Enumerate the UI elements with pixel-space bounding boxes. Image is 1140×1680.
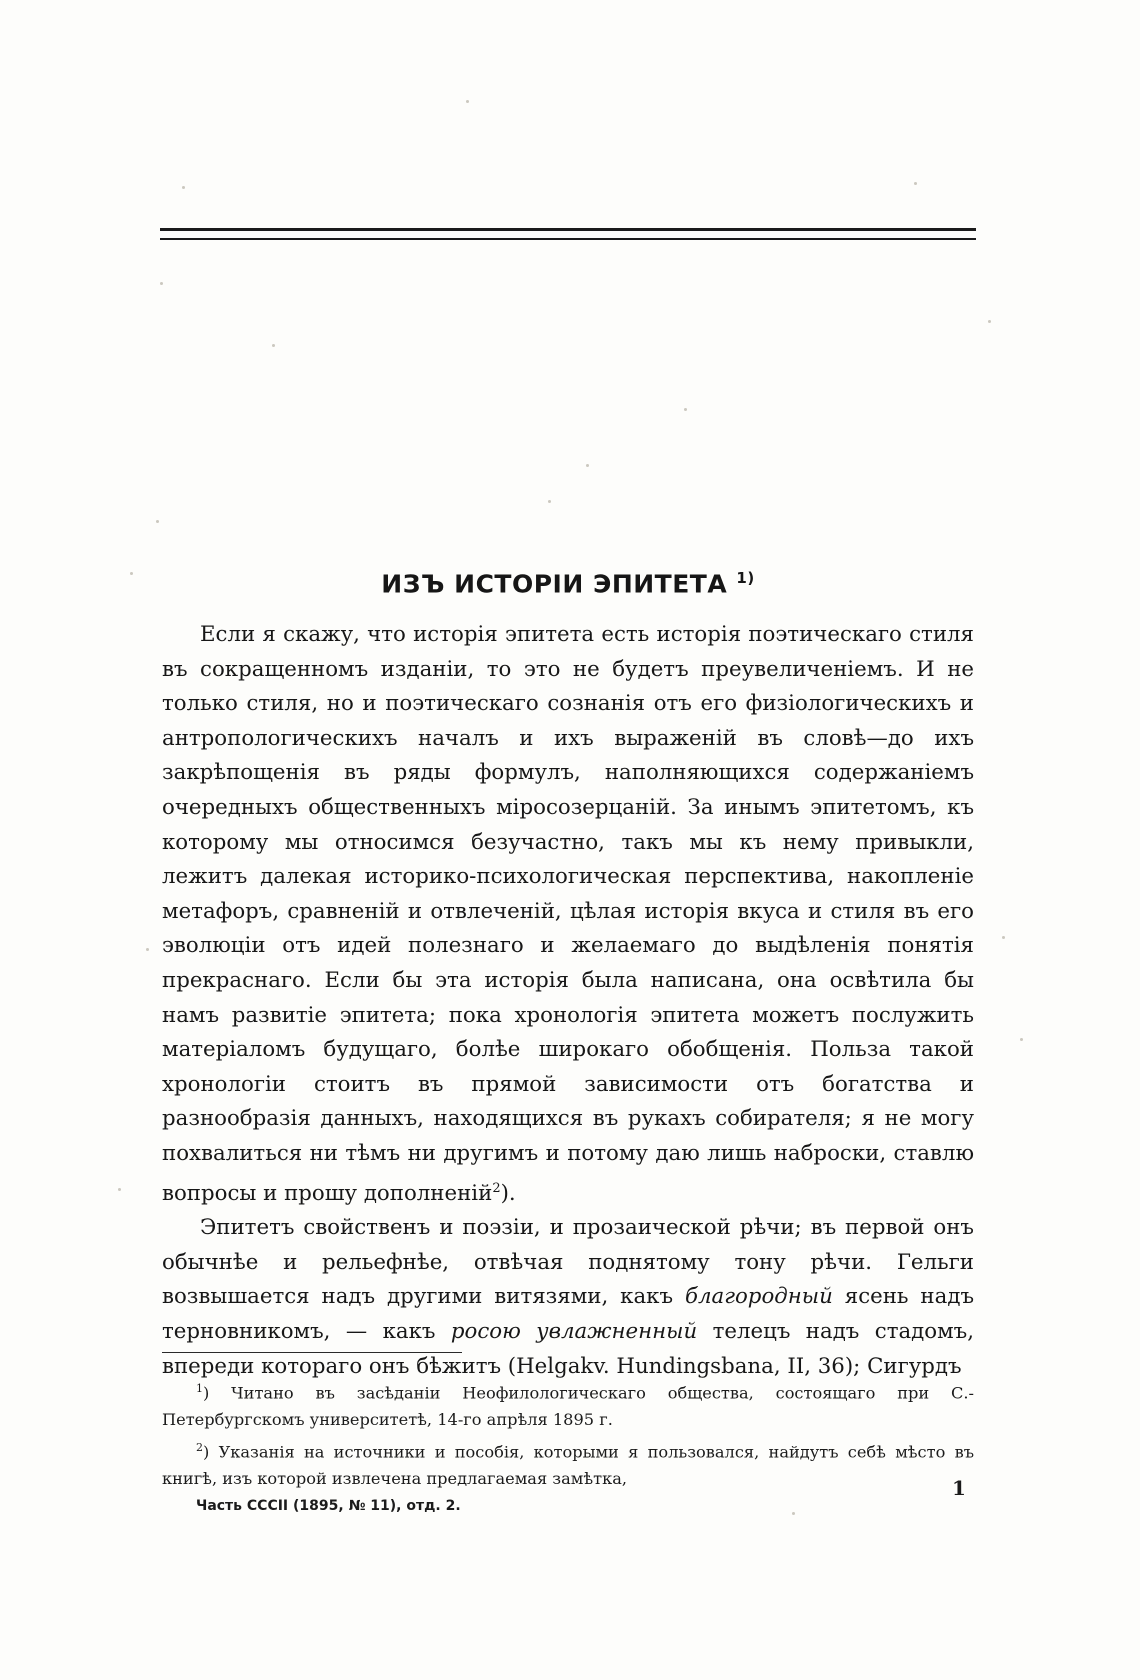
article-body [162, 618, 974, 1384]
paper-speck [988, 320, 991, 323]
emphasis-text: росою увлажненный [450, 1318, 698, 1344]
paper-speck [914, 182, 917, 185]
paper-speck [548, 500, 551, 503]
paper-speck [586, 464, 589, 467]
emphasis-text: благородный [684, 1284, 833, 1310]
page-title-text: ИЗЪ ИСТОРІИ ЭПИТЕТА [381, 569, 728, 599]
header-rule [160, 228, 976, 240]
paper-speck [118, 1188, 121, 1191]
footnote-item: $^1$) Читано въ засѣданіи Неофилологическаго общества, состоящаго при С.-Петербургскомъ университетѣ, 14-го апрѣля 1895 г. [162, 1382, 974, 1429]
footnote-reference: 2 [492, 1180, 501, 1196]
paragraph: Если я скажу, что исторія эпитета есть исторія поэтическаго стиля въ сокращенномъ изданіи, то это не будетъ преувеличеніемъ. И не только стиля, но и поэтическаго сознанія отъ его физіологическихъ и антропологическихъ началъ и ихъ выраженій въ словѣ—до ихъ закрѣпощенія въ ряды формулъ, наполняющихся содержаніемъ очередныхъ общественныхъ міросозерцаній. За инымъ эпитетомъ, къ которому мы относимся безучастно, такъ мы къ нему привыкли, лежитъ далекая историко-психологическая перспектива, накопленіе метафоръ, сравненій и отвлеченій, цѣлая исторія вкуса и стиля въ его эволюціи отъ идей полезнаго и желаемаго до выдѣленія понятія прекраснаго. Если бы эта исторія была написана, она освѣтила бы намъ развитіе эпитета; пока хронологія эпитета можетъ послужить матеріаломъ будущаго, болѣе широкаго обобщенія. Польза такой хронологіи стоитъ въ прямой зависимости отъ богатства и разнообразія данныхъ, находящихся въ рукахъ собирателя; я не могу похвалиться ни тѣмъ ни другимъ и потому даю лишь наброски, ставлю вопросы и прошу дополненій$^2$). [162, 622, 974, 1206]
paper-speck [792, 1512, 795, 1515]
paper-speck [182, 186, 185, 189]
paper-speck [272, 344, 275, 347]
footnote-item: $^2$) Указанія на источники и пособія, которыми я пользовался, найдутъ себѣ мѣсто въ книгѣ, изъ которой извлечена предлагаемая замѣтка, [162, 1441, 974, 1489]
colophon: Часть CCCII (1895, № 11), отд. 2. [196, 1498, 461, 1514]
paper-speck [160, 282, 163, 285]
page-number: 1 [952, 1476, 966, 1500]
paper-speck [146, 948, 149, 951]
paper-speck [466, 100, 469, 103]
page-title [160, 569, 976, 598]
paper-speck [684, 408, 687, 411]
paper-speck [156, 520, 159, 523]
footnote-separator [162, 1352, 462, 1353]
footnote-marker: 2 [196, 1441, 203, 1455]
paper-speck [1002, 936, 1005, 939]
paragraph: Эпитетъ свойственъ и поэзіи, и прозаической рѣчи; въ первой онъ обычнѣе и рельефнѣе, отвѣчая поднятому тону рѣчи. Гельги возвышается надъ другими витязями, какъ благородный ясень надъ терновникомъ, — какъ росою увлажненный телецъ надъ стадомъ, впереди котораго онъ бѣжитъ (Helgakv. Hundingsbana, II, 36); Сигурдъ [162, 1215, 975, 1379]
paper-speck [130, 572, 133, 575]
paper-speck [1020, 1038, 1023, 1041]
title-footnote-marker: 1) [736, 568, 755, 587]
footnote-marker: 1 [196, 1382, 203, 1395]
footnotes [162, 1376, 974, 1495]
